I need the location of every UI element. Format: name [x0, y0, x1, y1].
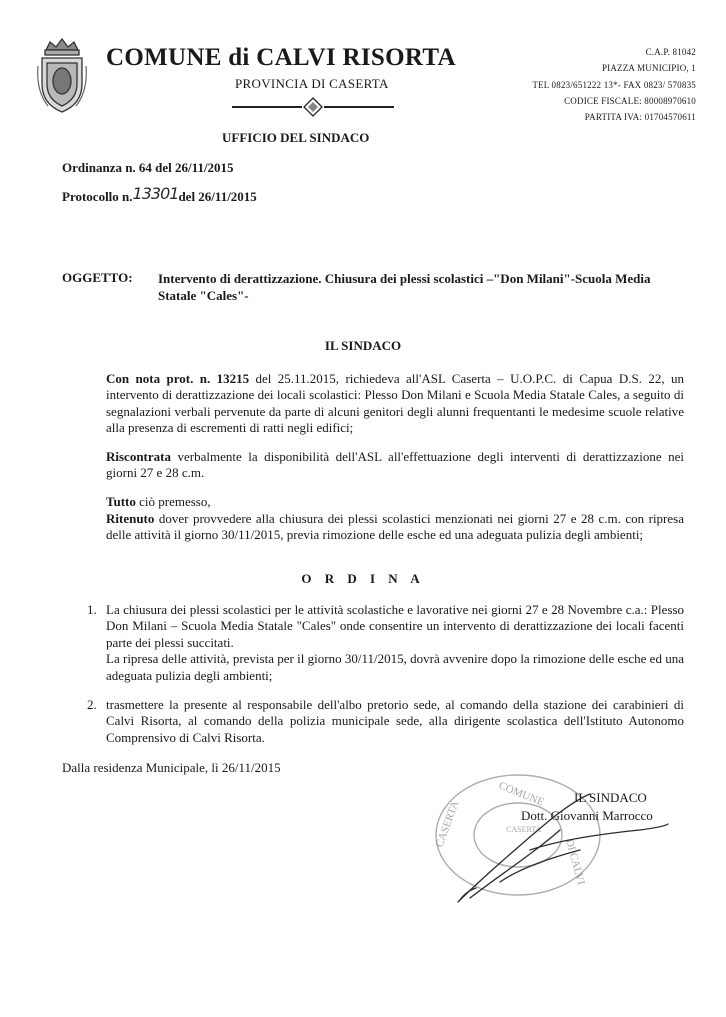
list-item-text-continued: La ripresa delle attività, prevista per il giorno 30/11/2015, dovrà avvenire dopo la rimozione delle esche ed una adeguata pulizia degli ambienti;	[106, 651, 684, 683]
list-item-number: 1.	[87, 602, 97, 617]
paragraph-lead: Riscontrata	[106, 449, 171, 464]
paragraph-lead: Tutto	[106, 494, 136, 509]
svg-text:DI CALVI: DI CALVI	[563, 837, 587, 887]
svg-text:CASERTA: CASERTA	[433, 799, 462, 850]
handwritten-signature-icon	[440, 790, 670, 910]
contact-block	[532, 44, 696, 125]
municipal-crest-icon	[36, 36, 88, 114]
contact-vat: PARTITA IVA: 01704570611	[584, 112, 696, 123]
subject-label: OGGETTO:	[62, 270, 133, 285]
paragraph-text: ciò premesso,	[135, 494, 211, 509]
signatory-role: IL SINDACO	[574, 790, 647, 805]
office-name: UFFICIO DEL SINDACO	[222, 130, 370, 145]
paragraph-lead: Con nota prot. n. 13215	[106, 371, 250, 386]
contact-cap: C.A.P. 81042	[645, 47, 696, 57]
section-heading: IL SINDACO	[324, 338, 402, 353]
contact-fiscal-code: CODICE FISCALE: 80008970610	[564, 95, 696, 106]
svg-text:COMUNE: COMUNE	[496, 779, 546, 809]
ordinance-number: Ordinanza n. 64 del 26/11/2015	[62, 160, 234, 175]
contact-address: PIAZZA MUNICIPIO, 1	[601, 63, 696, 74]
paragraph-ritenuto	[62, 511, 684, 544]
protocol-number	[62, 186, 257, 205]
paragraph-riscontrata	[62, 449, 684, 482]
closing-line: Dalla residenza Municipale, lì 26/11/2015	[62, 760, 281, 775]
paragraph-lead: Ritenuto	[106, 511, 155, 526]
paragraph-text: dover provvedere alla chiusura dei plessi scolastici menzionati nei giorni 27 e 28 c.m. con ripresa delle attività il giorno 30/11/2015, previa rimozione delle esche ed una adeguata pulizia degli ambienti;	[106, 511, 684, 543]
list-item	[106, 697, 684, 746]
contact-phone-fax: TEL 0823/651222 13*- FAX 0823/ 570835	[532, 79, 696, 90]
ordina-heading: O R D I N A	[301, 571, 425, 586]
list-item	[106, 602, 684, 684]
list-item-text: trasmettere la presente al responsabile dell'albo pretorio sede, al comando della stazione dei carabinieri di Calvi Risorta, al comando della polizia municipale sede, alla dirigente scolastica dell'Istituto Autonomo Comprensivo di Calvi Risorta.	[106, 697, 684, 745]
svg-text:CASERTA: CASERTA	[506, 825, 542, 834]
paragraph-note	[62, 371, 684, 437]
protocol-suffix: del 26/11/2015	[178, 189, 257, 204]
subject-text: Intervento di derattizzazione. Chiusura dei plessi scolastici –"Don Milani"-Scuola Media Statale "Cales"-	[158, 271, 651, 303]
municipality-title: COMUNE di CALVI RISORTA	[106, 44, 456, 71]
protocol-handwritten-number: 13301	[132, 184, 179, 203]
province-name: PROVINCIA DI CASERTA	[235, 76, 389, 91]
paragraph-text: del 25.11.2015, richiedeva all'ASL Caserta – U.O.P.C. di Capua D.S. 22, un intervento di derattizzazione dei locali scolastici: Plesso Don Milani e Scuola Media Statale Cales, a seguito di segnalazioni verbali pervenute da parte di alcuni genitori degli alunni frequentanti le medesime scuole relative alla presenza di escrementi di ratti negli edifici;	[106, 371, 684, 436]
protocol-prefix: Protocollo n.	[62, 189, 133, 204]
paragraph-text: verbalmente la disponibilità dell'ASL all'effettuazione degli interventi di derattizzazione nei giorni 27 e 28 c.m.	[106, 449, 684, 481]
list-item-text: La chiusura dei plessi scolastici per le attività scolastiche e lavorative nei giorni 27 e 28 Novembre c.a.: Plesso Don Milani – Scuola Media Statale "Cales" onde consentire un intervento di derattizzazione dei locali facenti parte dei plessi succitati.	[106, 602, 684, 650]
list-item-number: 2.	[87, 697, 97, 712]
signatory-name: Dott. Giovanni Marrocco	[521, 808, 653, 823]
header-divider	[232, 97, 394, 117]
paragraph-premesso	[62, 494, 684, 510]
